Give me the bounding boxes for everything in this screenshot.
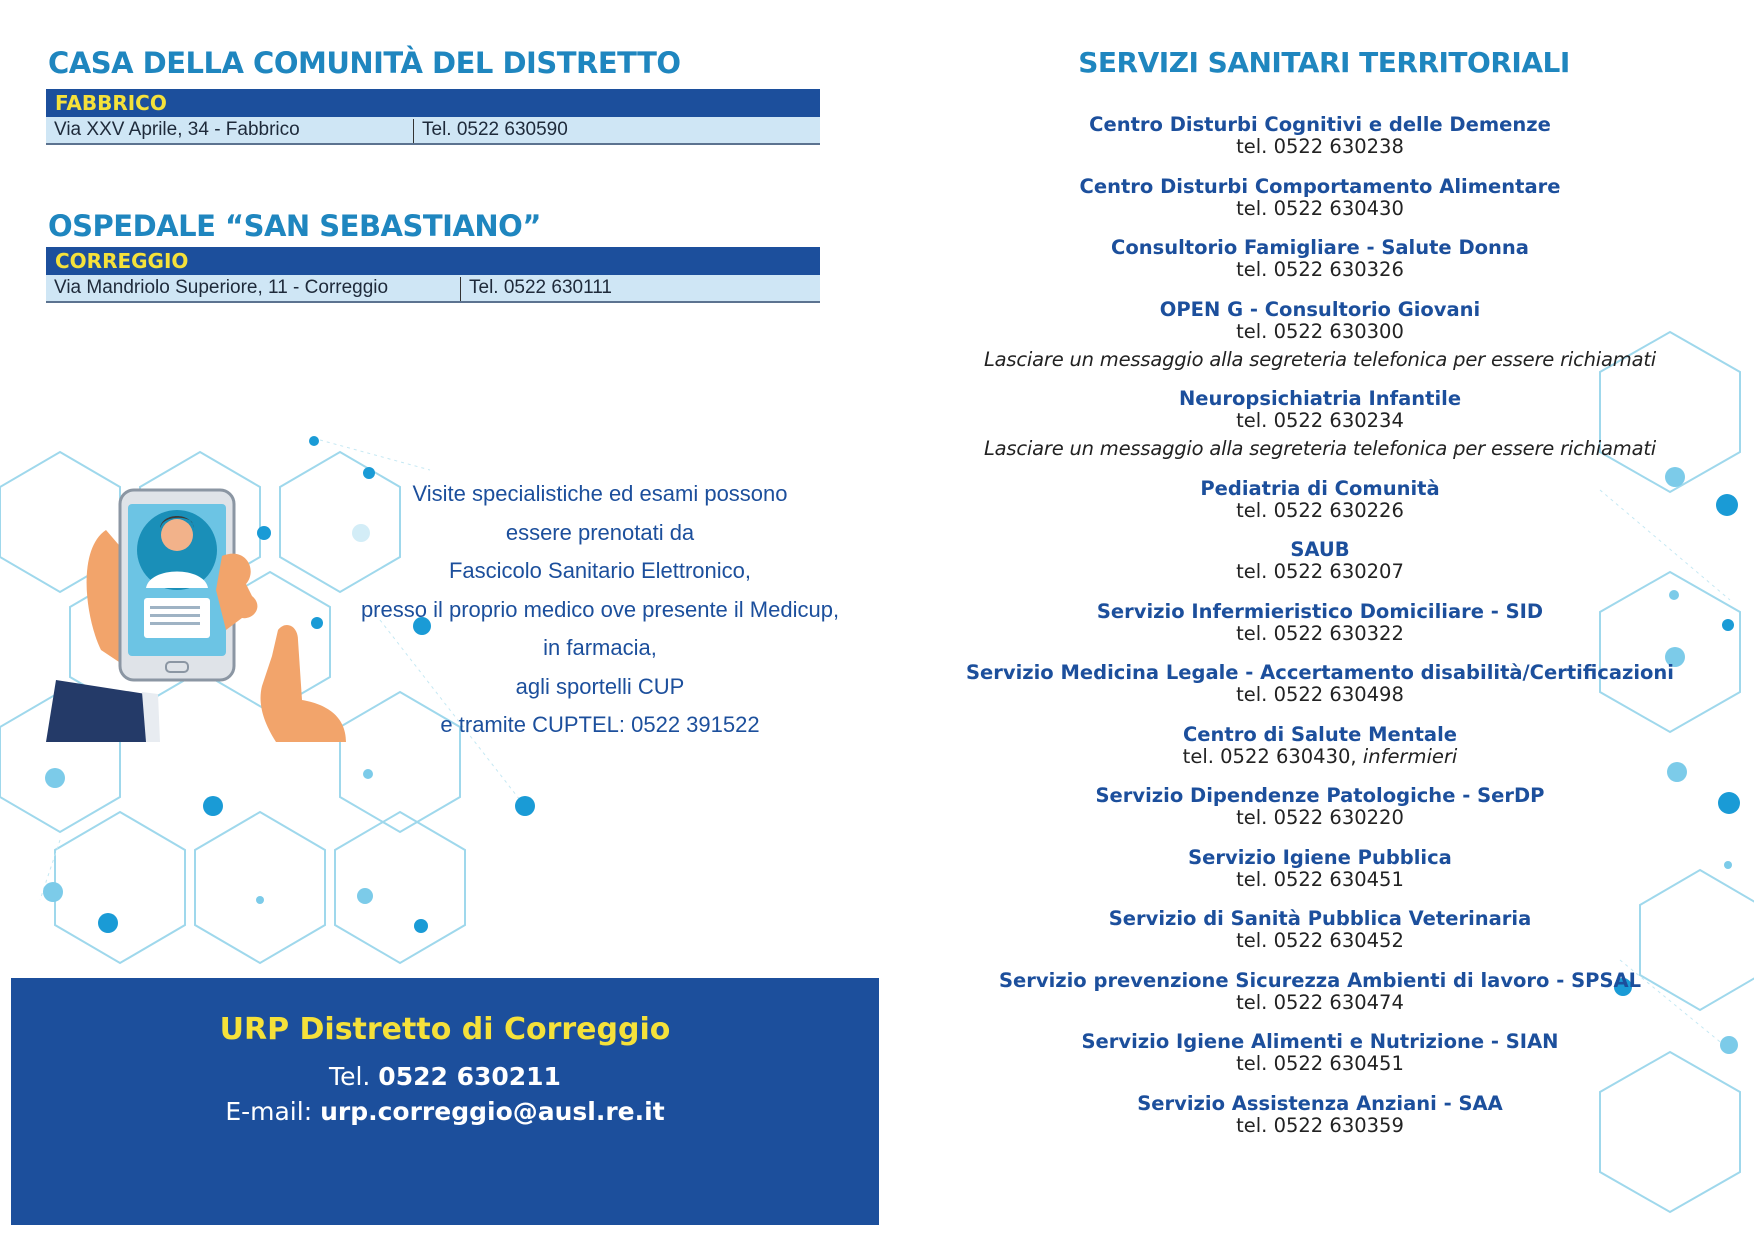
service-item xyxy=(950,601,1690,645)
service-name: Servizio Assistenza Anziani - SAA xyxy=(1137,1091,1503,1115)
booking-line: in farmacia, xyxy=(543,635,657,660)
service-name: Consultorio Famigliare - Salute Donna xyxy=(1111,236,1529,259)
correggio-site-name: CORREGGIO xyxy=(55,249,189,273)
service-name: Servizio Igiene Pubblica xyxy=(1188,845,1452,869)
service-name: Centro Disturbi Comportamento Alimentare xyxy=(1079,174,1561,198)
service-item xyxy=(950,299,1690,371)
service-item xyxy=(950,908,1690,952)
service-phone[interactable]: tel. 0522 630300 xyxy=(1236,319,1404,343)
casa-comunita-title: CASA DELLA COMUNITÀ DEL DISTRETTO xyxy=(48,46,681,80)
service-item xyxy=(950,970,1690,1014)
booking-info xyxy=(350,475,850,745)
service-phone[interactable]: tel. 0522 630359 xyxy=(1236,1113,1404,1137)
service-name: Neuropsichiatria Infantile xyxy=(1178,387,1462,410)
booking-line: presso il proprio medico ove presente il Medicup, xyxy=(360,596,840,622)
fabbrico-contact-row xyxy=(46,117,820,145)
fabbrico-phone: Tel. 0522 630590 xyxy=(413,119,568,143)
service-item xyxy=(950,1031,1690,1075)
service-phone-note: infermieri xyxy=(1362,744,1458,768)
fabbrico-address: Via XXV Aprile, 34 - Fabbrico xyxy=(54,119,300,140)
service-phone[interactable]: tel. 0522 630226 xyxy=(1236,498,1404,522)
service-item xyxy=(950,539,1690,583)
booking-line: e tramite CUPTEL: 0522 391522 xyxy=(440,712,760,737)
service-name: Servizio Infermieristico Domiciliare - SID xyxy=(1096,599,1544,623)
service-phone[interactable]: tel. 0522 630207 xyxy=(1236,560,1404,583)
service-name: Centro di Salute Mentale xyxy=(1183,722,1457,746)
service-phone[interactable]: tel. 0522 630451 xyxy=(1236,1052,1404,1075)
service-item xyxy=(950,1093,1690,1137)
services-list xyxy=(950,114,1690,1154)
correggio-site-bar xyxy=(46,247,820,277)
service-phone[interactable]: tel. 0522 630430, xyxy=(1182,744,1357,768)
service-item xyxy=(950,662,1690,706)
service-name: Pediatria di Comunità xyxy=(1200,476,1440,500)
service-item xyxy=(950,176,1690,220)
urp-email-label: E-mail: xyxy=(225,1097,313,1126)
booking-line: essere prenotati da xyxy=(505,519,695,545)
urp-phone xyxy=(11,1062,879,1091)
urp-title: URP Distretto di Correggio xyxy=(219,1012,671,1047)
service-note: Lasciare un messaggio alla segreteria telefonica per essere richiamati xyxy=(984,437,1656,460)
smartphone-doctor-icon xyxy=(46,480,378,752)
fabbrico-site-name: FABBRICO xyxy=(55,91,167,115)
service-phone[interactable]: tel. 0522 630220 xyxy=(1236,806,1404,829)
service-phone[interactable]: tel. 0522 630498 xyxy=(1236,683,1404,706)
booking-line: Fascicolo Sanitario Elettronico, xyxy=(448,558,752,583)
service-phone[interactable]: tel. 0522 630452 xyxy=(1236,929,1404,952)
booking-line: Visite specialistiche ed esami possono xyxy=(412,481,788,506)
service-name: Servizio Dipendenze Patologiche - SerDP xyxy=(1095,784,1545,807)
service-item xyxy=(950,724,1690,768)
service-item xyxy=(950,237,1690,281)
service-phone[interactable]: tel. 0522 630234 xyxy=(1236,409,1404,432)
correggio-contact-row xyxy=(46,275,820,303)
service-name: SAUB xyxy=(1290,538,1350,561)
service-item xyxy=(950,388,1690,460)
service-phone[interactable]: tel. 0522 630322 xyxy=(1236,621,1404,645)
service-name: Servizio Medicina Legale - Accertamento disabilità/Certificazioni xyxy=(965,661,1674,684)
service-name: Servizio Igiene Alimenti e Nutrizione - SIAN xyxy=(1081,1030,1559,1053)
urp-phone-label: Tel. xyxy=(329,1062,371,1091)
service-note: Lasciare un messaggio alla segreteria telefonica per essere richiamati xyxy=(984,347,1656,371)
fabbrico-site-bar xyxy=(46,89,820,119)
servizi-title: SERVIZI SANITARI TERRITORIALI xyxy=(1078,46,1570,79)
service-item xyxy=(950,785,1690,829)
service-item xyxy=(950,114,1690,158)
correggio-phone: Tel. 0522 630111 xyxy=(460,277,612,301)
service-name: OPEN G - Consultorio Giovani xyxy=(1159,297,1481,321)
urp-email xyxy=(11,1097,879,1126)
urp-contact-box xyxy=(11,978,879,1225)
correggio-address: Via Mandriolo Superiore, 11 - Correggio xyxy=(54,277,389,298)
urp-email-address[interactable]: urp.correggio@ausl.re.it xyxy=(320,1097,665,1126)
service-phone-line xyxy=(950,746,1690,768)
service-phone[interactable]: tel. 0522 630451 xyxy=(1236,867,1404,891)
service-phone[interactable]: tel. 0522 630474 xyxy=(1236,990,1404,1014)
booking-line: agli sportelli CUP xyxy=(515,673,685,699)
service-phone[interactable]: tel. 0522 630326 xyxy=(1236,258,1404,281)
service-phone[interactable]: tel. 0522 630430 xyxy=(1236,196,1404,220)
service-phone[interactable]: tel. 0522 630238 xyxy=(1236,135,1404,158)
service-name: Centro Disturbi Cognitivi e delle Demenze xyxy=(1089,113,1551,136)
service-item xyxy=(950,478,1690,522)
urp-phone-number[interactable]: 0522 630211 xyxy=(378,1062,561,1091)
service-item xyxy=(950,847,1690,891)
ospedale-title: OSPEDALE “SAN SEBASTIANO” xyxy=(48,209,541,243)
service-name: Servizio di Sanità Pubblica Veterinaria xyxy=(1108,907,1532,930)
service-name: Servizio prevenzione Sicurezza Ambienti di lavoro - SPSAL xyxy=(998,968,1642,992)
